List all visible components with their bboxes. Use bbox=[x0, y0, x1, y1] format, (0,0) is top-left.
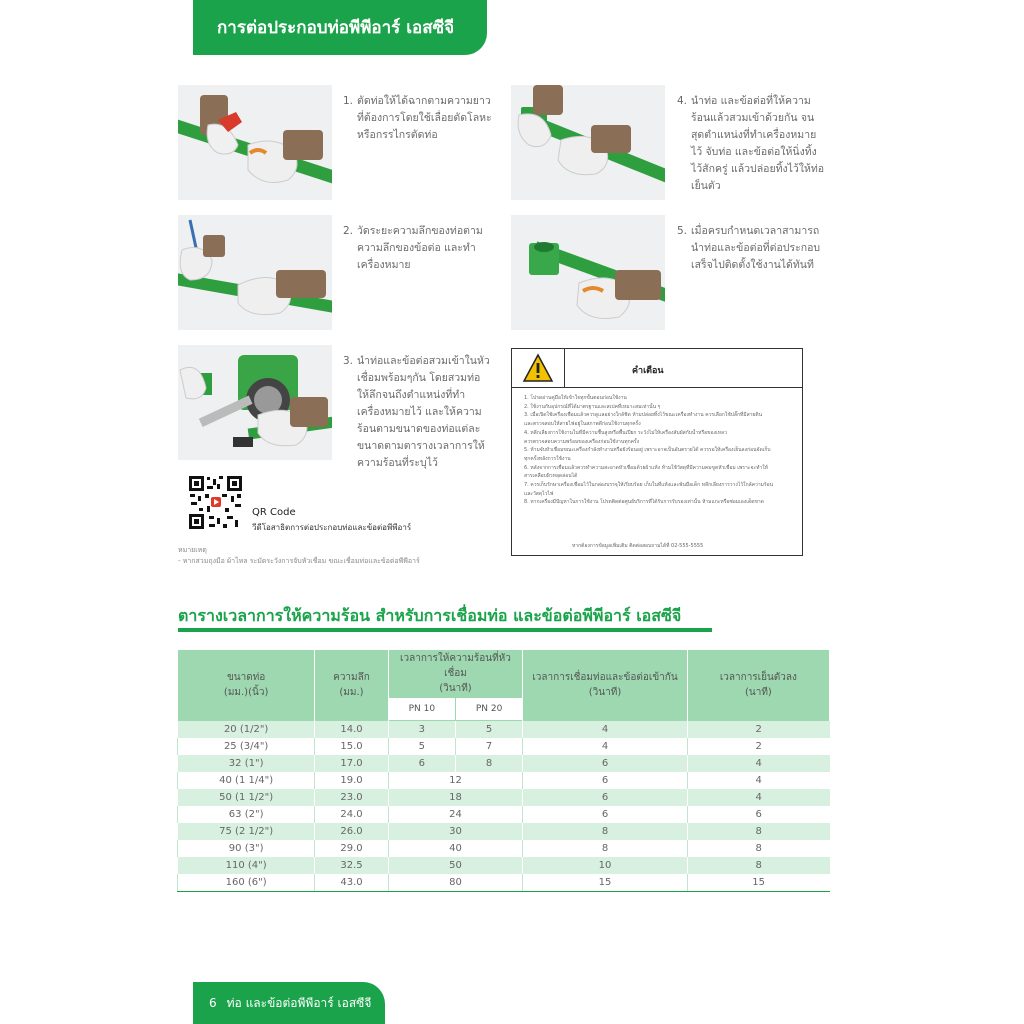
warning-line: 6. หลังจากการเชื่อมแล้วควรทำความสะอาดหัวเชื่อมด้วยผ้าแห้ง ห้ามใช้วัสดุที่มีความคมขูดหัวเชื่อม เพราะจะทำให้ bbox=[524, 464, 768, 471]
cell-depth: 14.0 bbox=[315, 721, 388, 739]
table-row bbox=[178, 755, 830, 772]
cell-depth: 15.0 bbox=[315, 738, 388, 755]
warning-line: 4. หลีกเลี่ยงการใช้งานในที่มีความชื้นสูงหรือพื้นเปียก ระวังไม่ให้เครื่องสัมผัสกับน้ำหรือของเหลว bbox=[524, 429, 727, 436]
cell-depth: 19.0 bbox=[315, 772, 388, 789]
step-number: 2. bbox=[343, 225, 354, 237]
cell-pn10: 5 bbox=[388, 738, 455, 755]
warning-divider bbox=[564, 349, 565, 387]
cell-join: 6 bbox=[523, 806, 688, 823]
warning-line: 5. ห้ามจับหัวเชื่อมขณะเครื่องกำลังทำงานหรือยังร้อนอยู่ เพราะอาจเป็นอันตรายได้ ควรรอให้เครื่องเย็นลงก่อนจัดเก็บ bbox=[524, 447, 771, 454]
cell-join: 6 bbox=[523, 789, 688, 806]
cell-size: 90 (3") bbox=[178, 840, 315, 857]
cell-depth: 29.0 bbox=[315, 840, 388, 857]
cell-cool: 15 bbox=[687, 874, 829, 892]
warning-line: ควรตรวจสอบความพร้อมของเครื่องก่อนใช้งานทุกครั้ง bbox=[524, 438, 640, 445]
cell-size: 25 (3/4") bbox=[178, 738, 315, 755]
warning-line: 8. หากเครื่องมีปัญหาในการใช้งาน โปรดติดต่อศูนย์บริการที่ได้รับการรับรองเท่านั้น ห้ามแกะหรือซ่อมเองเด็ดขาด bbox=[524, 499, 764, 506]
page-footer bbox=[193, 982, 385, 1024]
step-number: 4. bbox=[677, 95, 688, 107]
cell-join: 6 bbox=[523, 755, 688, 772]
step-text: นำท่อและข้อต่อสวมเข้าในหัวเชื่อมพร้อมๆกัน โดยสวมท่อให้ลึกจนถึงตำแหน่งที่ทำเครื่องหมายไว้ และให้ความร้อนตามขนาดของท่อแต่ละขนาดตามตารางเวลาการให้ความร้อนที่ระบุไว้ bbox=[357, 355, 490, 469]
cell-depth: 43.0 bbox=[315, 874, 388, 892]
cell-depth: 24.0 bbox=[315, 806, 388, 823]
step-text: ตัดท่อให้ได้ฉากตามความยาวที่ต้องการโดยใช้เลื่อยตัดโลหะหรือกรรไกรตัดท่อ bbox=[357, 95, 492, 141]
warning-header bbox=[512, 349, 802, 388]
warning-line: 3. เมื่อเปิดใช้เครื่องเชื่อมแล้วควรดูแลอย่างใกล้ชิด ห้ามปล่อยทิ้งไว้ขณะเครื่องทำงาน ควรเลือกใช้ปลั๊กที่มีสายดิน bbox=[524, 412, 763, 419]
cell-size: 20 (1/2") bbox=[178, 721, 315, 739]
cell-depth: 17.0 bbox=[315, 755, 388, 772]
photo-step-5 bbox=[511, 215, 665, 330]
step-number: 3. bbox=[343, 355, 354, 367]
table-row bbox=[178, 789, 830, 806]
page-number: 6 bbox=[209, 996, 217, 1010]
heating-time-table bbox=[177, 650, 830, 892]
cell-size: 110 (4") bbox=[178, 857, 315, 874]
col-header-size: ขนาดท่อ (มม.)(นิ้ว) bbox=[178, 650, 315, 721]
photo-step-2 bbox=[178, 215, 332, 330]
cell-heat: 24 bbox=[388, 806, 523, 823]
cell-depth: 23.0 bbox=[315, 789, 388, 806]
photo-step-4 bbox=[511, 85, 665, 200]
cell-pn20: 8 bbox=[455, 755, 522, 772]
note-heading: หมายเหตุ bbox=[178, 546, 207, 554]
cell-cool: 4 bbox=[687, 755, 829, 772]
step-number: 5. bbox=[677, 225, 688, 237]
warning-line: 2. ใช้งานกับอุปกรณ์ที่ได้มาตรฐานและสเปคที่เหมาะสมเท่านั้น ๆ bbox=[524, 403, 661, 410]
cell-join: 6 bbox=[523, 772, 688, 789]
cell-size: 63 (2") bbox=[178, 806, 315, 823]
cell-pn10: 3 bbox=[388, 721, 455, 739]
warning-contact: หากต้องการข้อมูลเพิ่มเติม ติดต่อสอบถามได้ที่ 02-555-5555 bbox=[572, 543, 704, 549]
cell-cool: 2 bbox=[687, 721, 829, 739]
col-header-join: เวลาการเชื่อมท่อและข้อต่อเข้ากัน (วินาที) bbox=[523, 650, 688, 721]
cell-cool: 8 bbox=[687, 857, 829, 874]
col-header-heat: เวลาการให้ความร้อนที่หัวเชื่อม (วินาที) bbox=[388, 650, 523, 698]
step-number: 1. bbox=[343, 95, 354, 107]
qr-subtitle: วีดีโอสาธิตการต่อประกอบท่อและข้อต่อพีพีอาร์ bbox=[252, 523, 412, 532]
qr-title: QR Code bbox=[252, 507, 296, 518]
warning-line: และวัสดุไวไฟ bbox=[524, 490, 554, 497]
cell-size: 75 (2 1/2") bbox=[178, 823, 315, 840]
cell-size: 40 (1 1/4") bbox=[178, 772, 315, 789]
cell-size: 160 (6") bbox=[178, 874, 315, 892]
section-underline bbox=[178, 628, 712, 632]
warning-line: ทุกครั้งหลังการใช้งาน bbox=[524, 455, 571, 462]
cell-heat: 12 bbox=[388, 772, 523, 789]
col-header-pn20: PN 20 bbox=[455, 698, 522, 721]
warning-box bbox=[511, 348, 803, 556]
cell-cool: 6 bbox=[687, 806, 829, 823]
table-row bbox=[178, 772, 830, 789]
warning-line: สารเคลือบผิวหลุดล่อนได้ bbox=[524, 473, 578, 480]
cell-cool: 4 bbox=[687, 772, 829, 789]
page-title: การต่อประกอบท่อพีพีอาร์ เอสซีจี bbox=[217, 18, 455, 38]
cell-size: 32 (1") bbox=[178, 755, 315, 772]
cell-cool: 4 bbox=[687, 789, 829, 806]
table-row bbox=[178, 840, 830, 857]
cell-pn20: 5 bbox=[455, 721, 522, 739]
cell-size: 50 (1 1/2") bbox=[178, 789, 315, 806]
col-header-depth: ความลึก (มม.) bbox=[315, 650, 388, 721]
cell-join: 8 bbox=[523, 840, 688, 857]
table-section-title: ตารางเวลาการให้ความร้อน สำหรับการเชื่อมท่อ และข้อต่อพีพีอาร์ เอสซีจี bbox=[178, 606, 682, 625]
cell-heat: 30 bbox=[388, 823, 523, 840]
step-text: เมื่อครบกำหนดเวลาสามารถนำท่อและข้อต่อที่ต่อประกอบเสร็จไปติดตั้งใช้งานได้ทันที bbox=[691, 225, 821, 271]
warning-line: 7. ควรเก็บรักษาเครื่องเชื่อมไว้ในกล่องบรรจุให้เรียบร้อย เก็บในที่แห้งและพ้นมือเด็ก หลีกเลี่ยงการวางไว้ใกล้ความร้อน bbox=[524, 482, 774, 489]
table-row bbox=[178, 806, 830, 823]
cell-join: 10 bbox=[523, 857, 688, 874]
warning-line: 1. โปรดอ่านคู่มือให้เข้าใจทุกขั้นตอนก่อนใช้งาน bbox=[524, 395, 627, 401]
cell-heat: 50 bbox=[388, 857, 523, 874]
cell-cool: 2 bbox=[687, 738, 829, 755]
cell-join: 8 bbox=[523, 823, 688, 840]
warning-title: คำเตือน bbox=[632, 366, 664, 376]
col-header-cool: เวลาการเย็นตัวลง (นาที) bbox=[687, 650, 829, 721]
qr-code[interactable] bbox=[187, 474, 244, 531]
cell-heat: 18 bbox=[388, 789, 523, 806]
footer-title: ท่อ และข้อต่อพีพีอาร์ เอสซีจี bbox=[226, 995, 372, 1010]
cell-join: 4 bbox=[523, 738, 688, 755]
warning-line: และตรวจสอบให้สายไฟอยู่ในสภาพดีก่อนใช้งานทุกครั้ง bbox=[524, 421, 641, 428]
cell-join: 4 bbox=[523, 721, 688, 739]
cell-join: 15 bbox=[523, 874, 688, 892]
photo-step-3 bbox=[178, 345, 332, 460]
cell-depth: 32.5 bbox=[315, 857, 388, 874]
photo-step-1 bbox=[178, 85, 332, 200]
cell-pn10: 6 bbox=[388, 755, 455, 772]
col-header-pn10: PN 10 bbox=[388, 698, 455, 721]
step-text: วัดระยะความลึกของท่อตามความลึกของข้อต่อ และทำเครื่องหมาย bbox=[357, 225, 483, 271]
cell-depth: 26.0 bbox=[315, 823, 388, 840]
table-row bbox=[178, 874, 830, 892]
cell-heat: 80 bbox=[388, 874, 523, 892]
warning-body bbox=[524, 394, 794, 507]
note-text: - หากสวมถุงมือ ผ้าไหล ระมัดระวังการจับหัวเชื่อม ขณะเชื่อมท่อและข้อต่อพีพีอาร์ bbox=[178, 557, 420, 565]
cell-heat: 40 bbox=[388, 840, 523, 857]
cell-cool: 8 bbox=[687, 840, 829, 857]
page-header bbox=[193, 0, 487, 55]
cell-pn20: 7 bbox=[455, 738, 522, 755]
table-row bbox=[178, 823, 830, 840]
table-row bbox=[178, 721, 830, 739]
table-row bbox=[178, 738, 830, 755]
table-row bbox=[178, 857, 830, 874]
cell-cool: 8 bbox=[687, 823, 829, 840]
warning-icon bbox=[522, 353, 554, 383]
step-text: นำท่อ และข้อต่อที่ให้ความร้อนแล้วสวมเข้าด้วยกัน จนสุดตำแหน่งที่ทำเครื่องหมายไว้ จับท่อ และข้อต่อให้นิ่งทิ้งไว้สักครู่ แล้วปล่อยทิ้งไว้ให้ท่อเย็นตัว bbox=[691, 95, 825, 192]
